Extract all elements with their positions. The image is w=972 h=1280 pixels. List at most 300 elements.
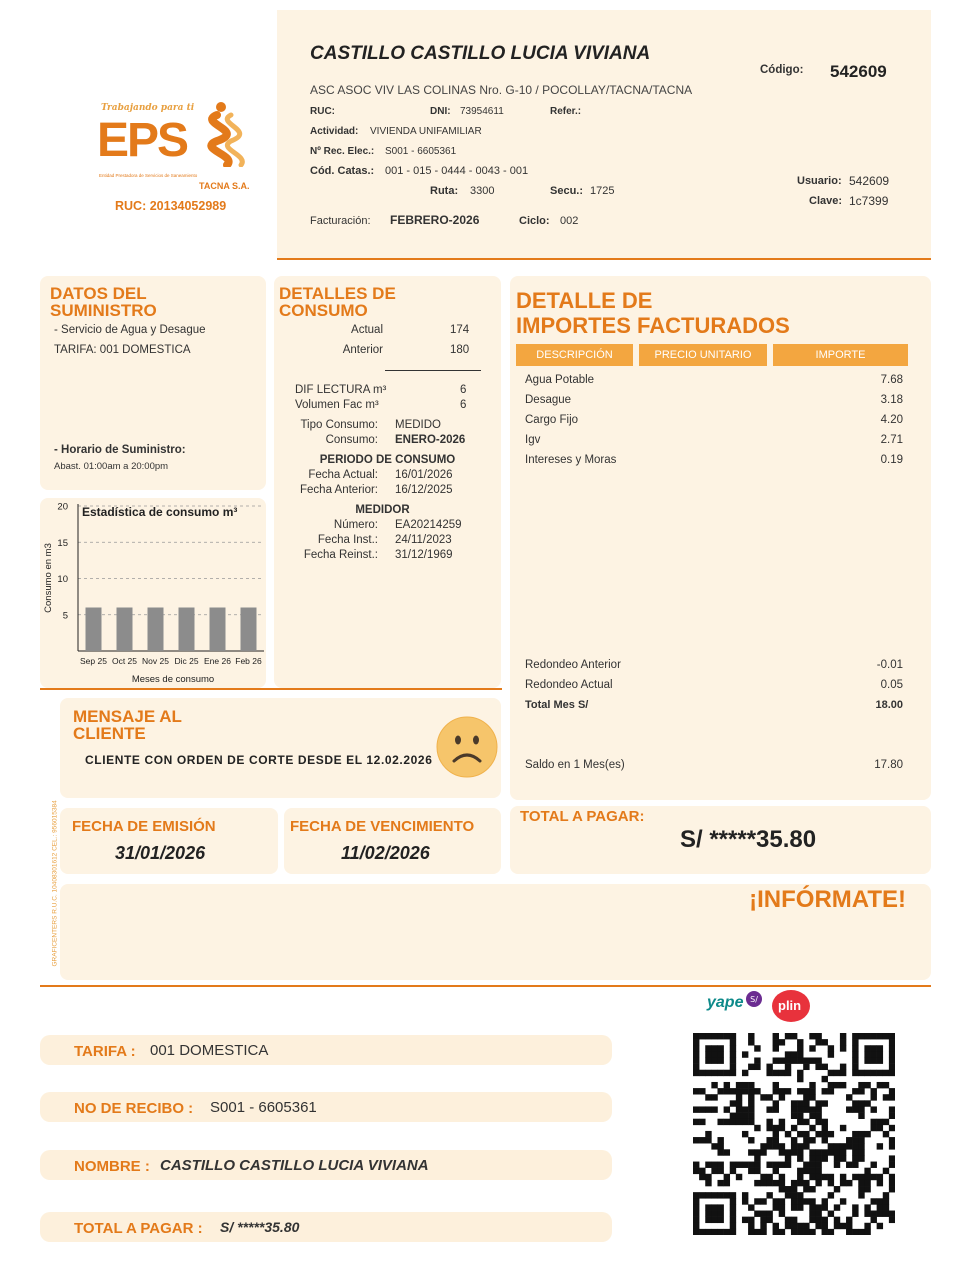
qr-module: [852, 1100, 858, 1106]
chart-bar: [210, 608, 226, 652]
importe-desc: Intereses y Moras: [525, 454, 617, 466]
redondeo-anterior-label: Redondeo Anterior: [525, 659, 621, 671]
qr-module: [858, 1100, 864, 1106]
qr-module: [705, 1045, 711, 1051]
dni-label: DNI:: [430, 106, 451, 117]
qr-module: [883, 1033, 889, 1039]
qr-module: [797, 1155, 803, 1161]
qr-module: [779, 1088, 785, 1094]
qr-module: [815, 1174, 821, 1180]
customer-name: CASTILLO CASTILLO LUCIA VIVIANA: [310, 43, 651, 64]
anterior-value: 180: [450, 344, 470, 356]
qr-module: [797, 1174, 803, 1180]
coupon-nombre: [40, 1150, 612, 1180]
qr-module: [815, 1168, 821, 1174]
qr-module: [693, 1033, 699, 1039]
qr-module: [754, 1057, 760, 1063]
qr-module: [705, 1070, 711, 1076]
qr-module: [797, 1045, 803, 1051]
fecha-anterior-value: 16/12/2025: [395, 484, 453, 496]
qr-module: [779, 1162, 785, 1168]
qr-module: [773, 1162, 779, 1168]
qr-module: [724, 1192, 730, 1198]
qr-module: [760, 1217, 766, 1223]
qr-module: [693, 1051, 699, 1057]
qr-module: [803, 1064, 809, 1070]
qr-module: [809, 1155, 815, 1161]
qr-module: [803, 1143, 809, 1149]
qr-module: [864, 1131, 870, 1137]
qr-module: [754, 1198, 760, 1204]
qr-module: [871, 1057, 877, 1063]
qr-module: [779, 1094, 785, 1100]
qr-module: [730, 1113, 736, 1119]
importes-title-line2: IMPORTES FACTURADOS: [516, 313, 790, 338]
qr-module: [883, 1192, 889, 1198]
codigo-value: 542609: [830, 62, 887, 81]
qr-module: [711, 1057, 717, 1063]
qr-module: [730, 1229, 736, 1235]
qr-module: [822, 1076, 828, 1082]
qr-module: [791, 1057, 797, 1063]
importe-amount: 7.68: [880, 374, 903, 386]
qr-module: [864, 1204, 870, 1210]
qr-module: [693, 1162, 699, 1168]
qr-module: [846, 1106, 852, 1112]
qr-module: [858, 1106, 864, 1112]
mensaje-title: [73, 708, 182, 742]
qr-module: [797, 1039, 803, 1045]
qr-module: [730, 1039, 736, 1045]
qr-module: [773, 1045, 779, 1051]
qr-module: [785, 1051, 791, 1057]
qr-module: [730, 1088, 736, 1094]
yape-logo-text: yape: [707, 994, 744, 1011]
qr-module: [834, 1149, 840, 1155]
qr-module: [748, 1204, 754, 1210]
qr-module: [717, 1051, 723, 1057]
qr-module: [828, 1045, 834, 1051]
chart-ytick-label: 5: [62, 610, 68, 622]
importes-items: [525, 374, 903, 474]
qr-module: [693, 1064, 699, 1070]
qr-module: [699, 1070, 705, 1076]
qr-module: [717, 1168, 723, 1174]
qr-module: [858, 1131, 864, 1137]
qr-module: [742, 1131, 748, 1137]
qr-module: [809, 1033, 815, 1039]
ruta-value: 3300: [470, 185, 495, 197]
qr-module: [877, 1082, 883, 1088]
logo-full-name: Entidad Prestadora de Servicios de Saneamiento: [99, 173, 198, 178]
qr-module: [754, 1211, 760, 1217]
qr-module: [828, 1149, 834, 1155]
qr-module: [766, 1217, 772, 1223]
qr-module: [822, 1198, 828, 1204]
qr-module: [858, 1082, 864, 1088]
mensaje-title-line1: MENSAJE AL: [73, 707, 182, 726]
qr-module: [791, 1180, 797, 1186]
header-divider: [277, 258, 931, 260]
qr-module: [877, 1174, 883, 1180]
qr-module: [773, 1137, 779, 1143]
vencimiento-value: 11/02/2026: [341, 843, 430, 863]
qr-module: [785, 1192, 791, 1198]
qr-module: [889, 1106, 895, 1112]
qr-module: [858, 1229, 864, 1235]
qr-module: [815, 1204, 821, 1210]
qr-module: [779, 1125, 785, 1131]
qr-module: [779, 1143, 785, 1149]
qr-module: [791, 1100, 797, 1106]
qr-module: [834, 1070, 840, 1076]
qr-module: [773, 1057, 779, 1063]
qr-module: [828, 1082, 834, 1088]
logo-mark: EPS: [97, 114, 188, 167]
qr-module: [693, 1119, 699, 1125]
qr-module: [730, 1162, 736, 1168]
consumo-title-line2: CONSUMO: [279, 301, 368, 320]
qr-module: [717, 1217, 723, 1223]
fecha-inst-label: Fecha Inst.:: [317, 534, 378, 546]
qr-module: [803, 1119, 809, 1125]
qr-module: [852, 1064, 858, 1070]
qr-module: [748, 1088, 754, 1094]
chart-ytick-label: 20: [57, 501, 68, 513]
chart-bar: [148, 608, 164, 652]
qr-module: [864, 1168, 870, 1174]
qr-module: [809, 1198, 815, 1204]
qr-module: [834, 1082, 840, 1088]
qr-module: [834, 1223, 840, 1229]
qr-module: [889, 1070, 895, 1076]
qr-module: [815, 1057, 821, 1063]
importe-amount: 3.18: [880, 394, 903, 406]
qr-module: [797, 1204, 803, 1210]
qr-module: [748, 1149, 754, 1155]
qr-module: [773, 1100, 779, 1106]
qr-module: [834, 1217, 840, 1223]
qr-module: [828, 1143, 834, 1149]
qr-module: [883, 1204, 889, 1210]
qr-module: [779, 1198, 785, 1204]
qr-module: [858, 1174, 864, 1180]
qr-module: [797, 1070, 803, 1076]
rec-value: S001 - 6605361: [385, 146, 457, 157]
qr-module: [809, 1045, 815, 1051]
qr-module: [840, 1125, 846, 1131]
qr-module: [871, 1198, 877, 1204]
qr-module: [797, 1143, 803, 1149]
qr-module: [797, 1076, 803, 1082]
qr-module: [852, 1211, 858, 1217]
emision-value: 31/01/2026: [115, 843, 206, 863]
qr-module: [840, 1155, 846, 1161]
ciclo-value: 002: [560, 215, 579, 227]
qr-module: [717, 1180, 723, 1186]
qr-module: [748, 1064, 754, 1070]
actual-value: 174: [450, 324, 470, 336]
qr-module: [840, 1149, 846, 1155]
qr-module: [858, 1149, 864, 1155]
numero-value: EA20214259: [395, 519, 462, 531]
qr-module: [871, 1045, 877, 1051]
informate-title: ¡INFÓRMATE!: [749, 886, 906, 913]
qr-module: [693, 1039, 699, 1045]
qr-module: [754, 1162, 760, 1168]
chart-bar: [117, 608, 133, 652]
payment-qr-code: [693, 1033, 895, 1235]
qr-module: [858, 1033, 864, 1039]
qr-module: [809, 1057, 815, 1063]
vencimiento-label: FECHA DE VENCIMIENTO: [290, 818, 475, 835]
qr-module: [711, 1094, 717, 1100]
qr-module: [889, 1051, 895, 1057]
chart-ytick-label: 15: [57, 537, 68, 549]
svg-text:S/: S/: [750, 995, 758, 1004]
qr-module: [815, 1162, 821, 1168]
qr-module: [852, 1088, 858, 1094]
qr-module: [785, 1088, 791, 1094]
dif-label: DIF LECTURA m³: [295, 384, 387, 396]
secu-value: 1725: [590, 185, 615, 197]
qr-module: [889, 1094, 895, 1100]
qr-module: [766, 1094, 772, 1100]
qr-module: [773, 1039, 779, 1045]
qr-module: [717, 1229, 723, 1235]
qr-module: [773, 1106, 779, 1112]
qr-module: [724, 1229, 730, 1235]
qr-module: [846, 1094, 852, 1100]
chart-xtick-label: Feb 26: [235, 656, 262, 666]
qr-module: [815, 1149, 821, 1155]
qr-module: [779, 1180, 785, 1186]
qr-module: [883, 1070, 889, 1076]
qr-module: [760, 1174, 766, 1180]
qr-module: [785, 1064, 791, 1070]
qr-module: [871, 1174, 877, 1180]
logo-slogan: Trabajando para ti: [101, 103, 195, 113]
usuario-label: Usuario:: [797, 175, 842, 187]
qr-module: [711, 1204, 717, 1210]
qr-module: [803, 1223, 809, 1229]
qr-module: [779, 1174, 785, 1180]
qr-module: [858, 1088, 864, 1094]
qr-module: [852, 1033, 858, 1039]
yape-badge-icon: [745, 990, 763, 1008]
qr-module: [877, 1180, 883, 1186]
qr-module: [834, 1155, 840, 1161]
coupon-nombre-label: NOMBRE :: [74, 1158, 150, 1175]
qr-module: [846, 1162, 852, 1168]
qr-module: [809, 1186, 815, 1192]
qr-module: [742, 1162, 748, 1168]
dif-value: 6: [460, 384, 467, 396]
qr-module: [858, 1192, 864, 1198]
qr-module: [871, 1033, 877, 1039]
redondeo-actual-value: 0.05: [880, 679, 903, 691]
qr-module: [693, 1211, 699, 1217]
suministro-service: - Servicio de Agua y Desague: [54, 324, 206, 336]
qr-module: [748, 1106, 754, 1112]
qr-module: [717, 1143, 723, 1149]
qr-module: [822, 1149, 828, 1155]
chart-xtick-label: Ene 26: [204, 656, 231, 666]
qr-module: [717, 1088, 723, 1094]
qr-module: [877, 1223, 883, 1229]
qr-module: [815, 1155, 821, 1161]
qr-module: [822, 1088, 828, 1094]
qr-module: [889, 1155, 895, 1161]
qr-module: [889, 1057, 895, 1063]
qr-module: [889, 1217, 895, 1223]
qr-module: [864, 1045, 870, 1051]
qr-module: [791, 1113, 797, 1119]
printer-side-text: GRAFICENTERS R.U.C. 10408301612 CEL.: 956015384: [51, 800, 59, 967]
qr-module: [852, 1057, 858, 1063]
qr-module: [797, 1057, 803, 1063]
importe-desc: Igv: [525, 434, 541, 446]
chart-bar: [179, 608, 195, 652]
suministro-title: [50, 285, 157, 319]
qr-module: [840, 1143, 846, 1149]
catas-value: 001 - 015 - 0444 - 0043 - 001: [385, 165, 529, 177]
qr-module: [693, 1198, 699, 1204]
qr-module: [877, 1211, 883, 1217]
qr-module: [785, 1223, 791, 1229]
importe-desc: Agua Potable: [525, 374, 595, 386]
qr-module: [730, 1045, 736, 1051]
suministro-tarifa: TARIFA: 001 DOMESTICA: [54, 344, 191, 356]
qr-module: [846, 1137, 852, 1143]
qr-module: [779, 1119, 785, 1125]
qr-module: [871, 1211, 877, 1217]
qr-module: [840, 1070, 846, 1076]
qr-module: [815, 1113, 821, 1119]
qr-module: [748, 1229, 754, 1235]
qr-module: [797, 1223, 803, 1229]
qr-module: [785, 1131, 791, 1137]
actividad-value: VIVIENDA UNIFAMILIAR: [370, 126, 482, 137]
qr-module: [699, 1119, 705, 1125]
qr-module: [852, 1204, 858, 1210]
qr-module: [730, 1064, 736, 1070]
qr-module: [705, 1137, 711, 1143]
coupon-tarifa: [40, 1035, 612, 1065]
qr-module: [699, 1174, 705, 1180]
qr-module: [705, 1162, 711, 1168]
qr-module: [730, 1100, 736, 1106]
qr-module: [889, 1162, 895, 1168]
qr-module: [791, 1223, 797, 1229]
qr-module: [877, 1051, 883, 1057]
periodo-title: PERIODO DE CONSUMO: [319, 454, 456, 466]
qr-module: [693, 1070, 699, 1076]
qr-module: [840, 1174, 846, 1180]
qr-module: [889, 1045, 895, 1051]
catas-label: Cód. Catas.:: [310, 165, 375, 177]
qr-module: [791, 1149, 797, 1155]
qr-module: [809, 1125, 815, 1131]
qr-module: [889, 1033, 895, 1039]
actividad-label: Actividad:: [310, 126, 359, 137]
qr-module: [797, 1088, 803, 1094]
qr-module: [742, 1192, 748, 1198]
qr-module: [822, 1064, 828, 1070]
qr-module: [766, 1192, 772, 1198]
qr-module: [809, 1229, 815, 1235]
qr-module: [754, 1229, 760, 1235]
qr-module: [822, 1039, 828, 1045]
qr-module: [773, 1180, 779, 1186]
qr-module: [852, 1143, 858, 1149]
qr-module: [846, 1223, 852, 1229]
qr-module: [809, 1174, 815, 1180]
qr-module: [864, 1051, 870, 1057]
qr-module: [766, 1106, 772, 1112]
qr-module: [889, 1143, 895, 1149]
qr-module: [754, 1088, 760, 1094]
chart-title: Estadística de consumo m³: [82, 505, 238, 519]
facturacion-label: Facturación:: [310, 215, 371, 227]
qr-module: [705, 1211, 711, 1217]
importe-amount: 2.71: [880, 434, 903, 446]
qr-module: [730, 1223, 736, 1229]
qr-module: [883, 1131, 889, 1137]
coupon-tarifa-value: 001 DOMESTICA: [150, 1042, 269, 1059]
company-ruc: RUC: 20134052989: [115, 199, 227, 213]
qr-module: [693, 1045, 699, 1051]
qr-module: [809, 1217, 815, 1223]
qr-module: [877, 1125, 883, 1131]
qr-module: [717, 1211, 723, 1217]
qr-module: [699, 1033, 705, 1039]
qr-module: [773, 1033, 779, 1039]
qr-module: [730, 1070, 736, 1076]
qr-module: [730, 1192, 736, 1198]
qr-module: [705, 1217, 711, 1223]
company-logo: [95, 95, 255, 215]
qr-module: [791, 1198, 797, 1204]
coupon-nombre-value: CASTILLO CASTILLO LUCIA VIVIANA: [160, 1157, 429, 1174]
qr-module: [797, 1119, 803, 1125]
qr-module: [889, 1125, 895, 1131]
qr-module: [791, 1217, 797, 1223]
qr-module: [803, 1106, 809, 1112]
qr-module: [773, 1070, 779, 1076]
qr-module: [760, 1180, 766, 1186]
qr-module: [773, 1082, 779, 1088]
qr-module: [785, 1033, 791, 1039]
qr-module: [877, 1070, 883, 1076]
qr-module: [785, 1057, 791, 1063]
qr-module: [803, 1131, 809, 1137]
qr-module: [828, 1051, 834, 1057]
qr-module: [828, 1192, 834, 1198]
qr-module: [705, 1131, 711, 1137]
qr-module: [846, 1229, 852, 1235]
qr-module: [871, 1088, 877, 1094]
qr-module: [822, 1155, 828, 1161]
dni-value: 73954611: [460, 106, 504, 117]
mensaje-title-line2: CLIENTE: [73, 724, 146, 743]
qr-module: [889, 1186, 895, 1192]
chart-x-label: Meses de consumo: [131, 674, 215, 685]
qr-module: [864, 1057, 870, 1063]
qr-module: [748, 1223, 754, 1229]
qr-module: [846, 1180, 852, 1186]
qr-module: [809, 1094, 815, 1100]
